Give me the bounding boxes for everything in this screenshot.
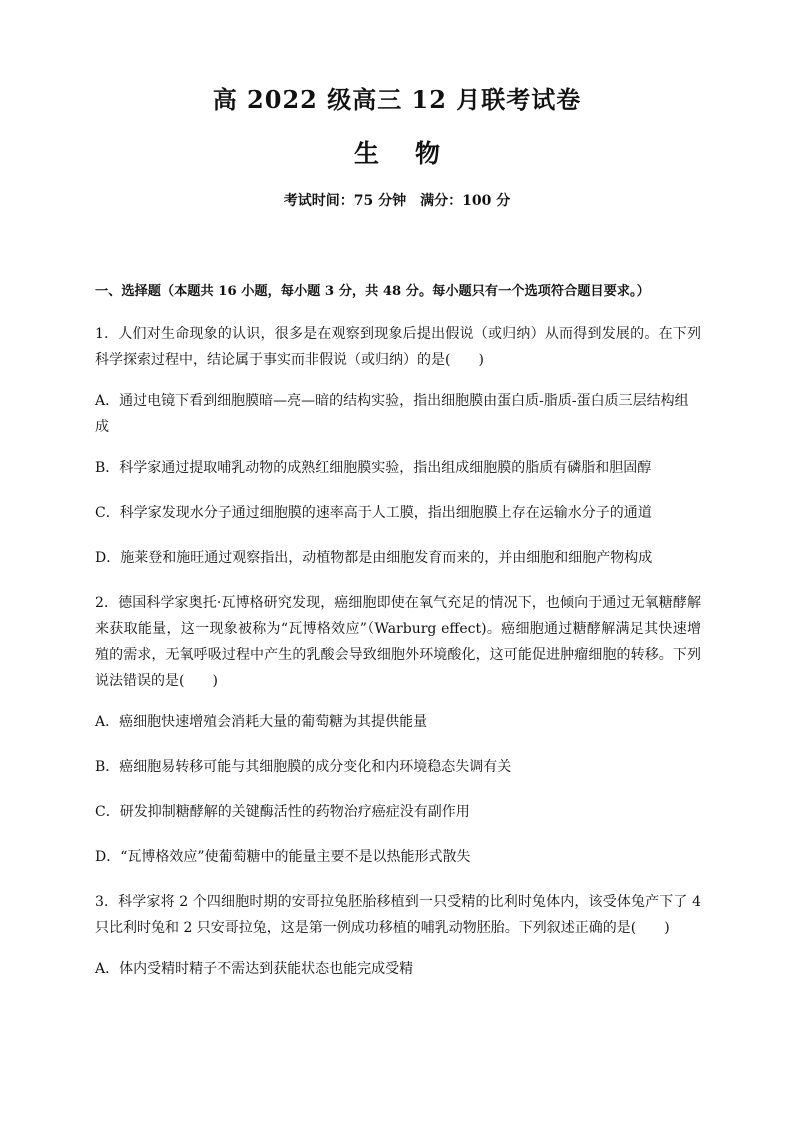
question-1-option-d: D．施莱登和施旺通过观察指出，动植物都是由细胞发育而来的，并由细胞和细胞产物构成 — [95, 550, 653, 566]
question-3-option-a: A．体内受精时精子不需达到获能状态也能完成受精 — [95, 961, 414, 977]
exam-score: 满分：100 分 — [420, 193, 511, 209]
question-1-stem: 1．人们对生命现象的认识，很多是在观察到现象后提出假说（或归纳）从而得到发展的。在下列科学探索过程中，结论属于事实而非假说（或归纳）的是( ) — [95, 326, 701, 368]
question-3-stem: 3．科学家将 2 个四细胞时期的安哥拉兔胚胎移植到一只受精的比利时兔体内，该受体兔产下了 4 只比利时兔和 2 只安哥拉兔，这是第一例成功移植的哺乳动物胚胎。下列叙述正确的是( ) — [95, 894, 701, 936]
question-2-option-c: C．研发抑制糖酵解的关键酶活性的药物治疗癌症没有副作用 — [95, 804, 470, 820]
section-heading: 一、选择题（本题共 16 小题，每小题 3 分，共 48 分。每小题只有一个选项符合题目要求。） — [95, 284, 650, 299]
question-2-option-d: D．“瓦博格效应”使葡萄糖中的能量主要不是以热能形式散失 — [95, 849, 471, 865]
exam-title: 高 2022 级高三 12 月联考试卷 — [212, 85, 582, 114]
question-1-option-a: A．通过电镜下看到细胞膜暗—亮—暗的结构实验，指出细胞膜由蛋白质-脂质-蛋白质三层结构组成 — [95, 393, 689, 435]
question-2-option-b: B．癌细胞易转移可能与其细胞膜的成分变化和内环境稳态失调有关 — [95, 759, 512, 775]
question-1-option-c: C．科学家发现水分子通过细胞膜的速率高于人工膜，指出细胞膜上存在运输水分子的通道 — [95, 505, 652, 521]
question-2-stem: 2．德国科学家奥托·瓦博格研究发现，癌细胞即使在氧气充足的情况下，也倾向于通过无氧糖酵解来获取能量，这一现象被称为“瓦博格效应”（Warburg effect)。癌细胞通过糖酵解满足其快速增殖的需求，无氧呼吸过程中产生的乳酸会导致细胞外环境酸化，这可能促进肿瘤细胞的转移。下列说法错误的是( ) — [95, 595, 701, 689]
question-1-option-b: B．科学家通过提取哺乳动物的成熟红细胞膜实验，指出组成细胞膜的脂质有磷脂和胆固醇 — [95, 460, 652, 476]
exam-content — [95, 279, 701, 1001]
exam-time: 考试时间：75 分钟 — [283, 193, 407, 209]
question-2-option-a: A．癌细胞快速增殖会消耗大量的葡萄糖为其提供能量 — [95, 714, 428, 730]
subject-title: 生物 — [353, 139, 476, 168]
exam-info — [0, 190, 794, 210]
